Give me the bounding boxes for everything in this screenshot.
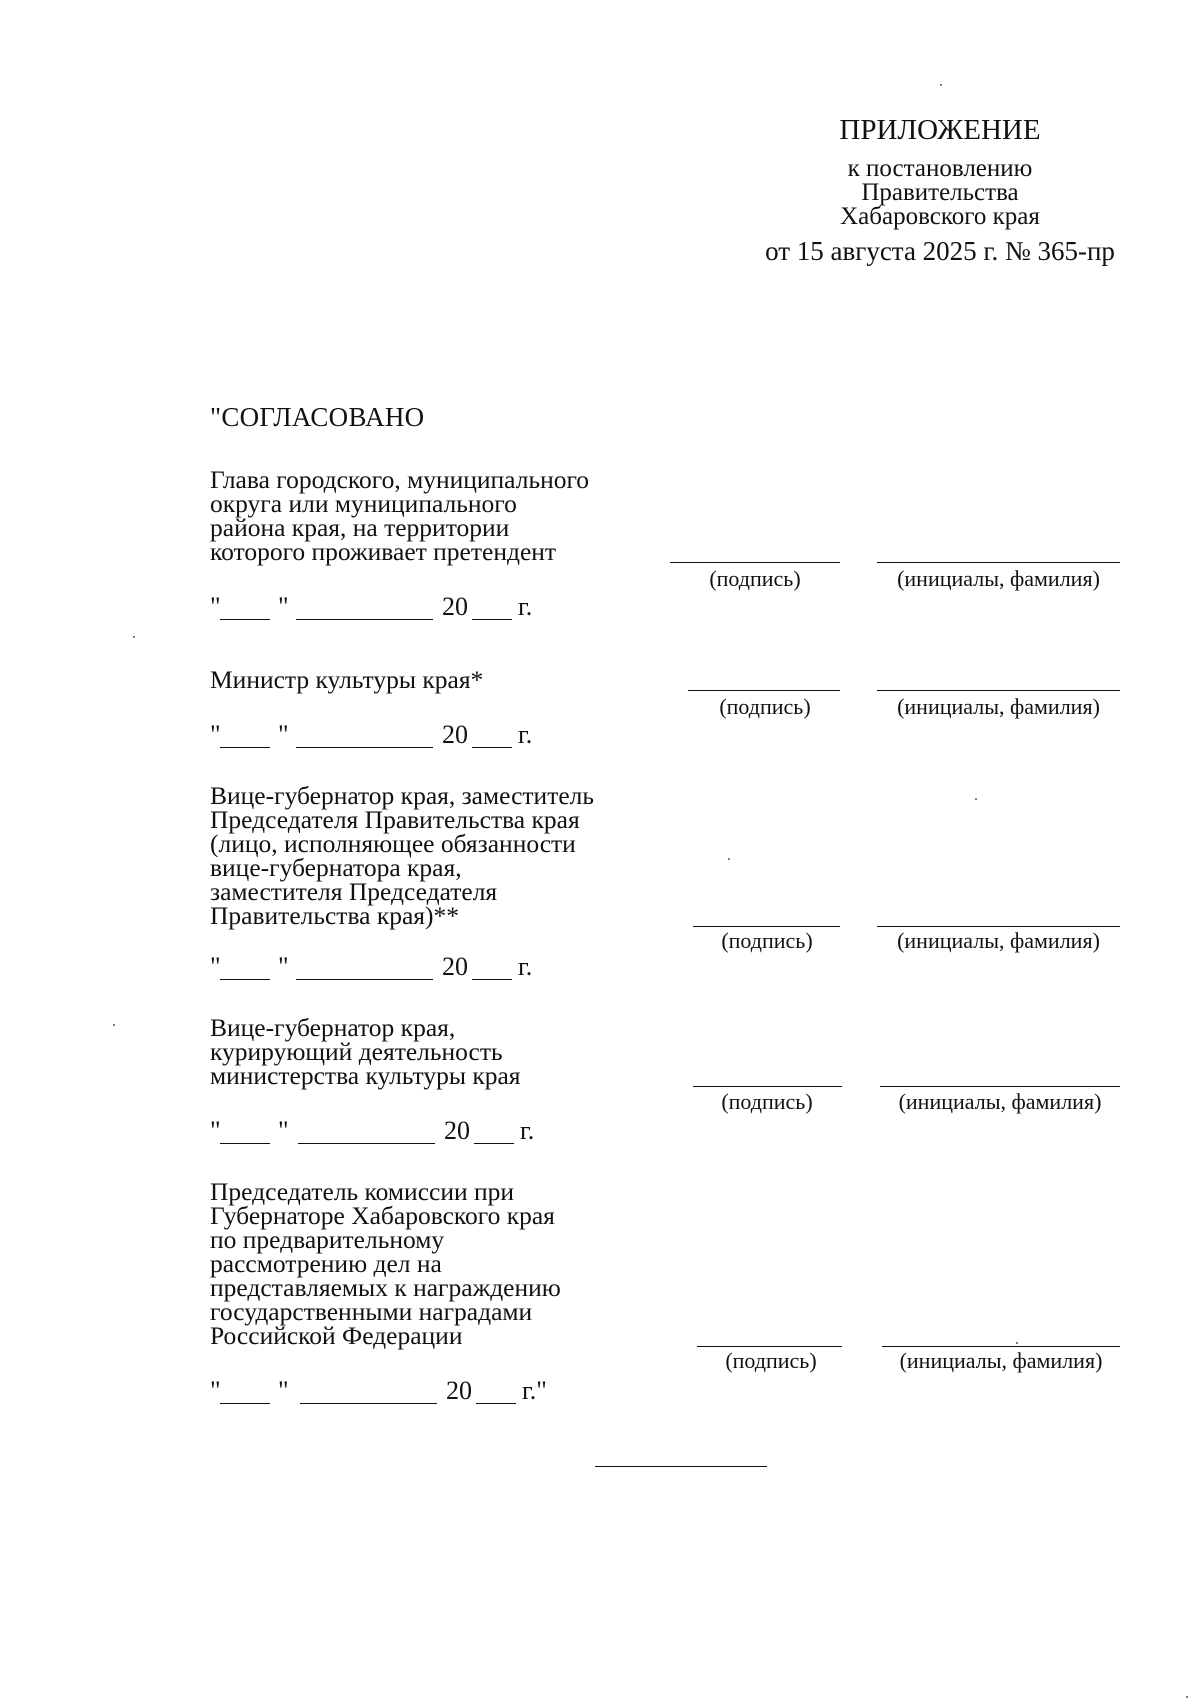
position-line: вице-губернатора края,: [210, 853, 462, 882]
name-caption: (инициалы, фамилия): [897, 566, 1100, 591]
position-line: Губернаторе Хабаровского края: [210, 1201, 555, 1230]
appendix-line-4: от 15 августа 2025 г. № 365-пр: [765, 236, 1115, 266]
position-line: курирующий деятельность: [210, 1037, 503, 1066]
signature-caption: (подпись): [719, 694, 811, 719]
approver-position-3: [210, 781, 680, 930]
scan-speck: [975, 798, 977, 800]
approver-position-5: [210, 1177, 680, 1350]
agreed-label: "СОГЛАСОВАНО: [210, 402, 425, 432]
name-caption: (инициалы, фамилия): [897, 928, 1100, 953]
appendix-line-3: Хабаровского края: [840, 203, 1040, 230]
name-line: [880, 1086, 1120, 1087]
scan-speck: [113, 1024, 115, 1026]
year-blank: [472, 747, 512, 748]
position-line: Глава городского, муниципального: [210, 465, 590, 494]
year-prefix: 20: [442, 952, 468, 981]
year-suffix: г.: [520, 1116, 535, 1145]
signature-line: [670, 562, 840, 563]
day-blank: [220, 747, 270, 748]
date-quote-close: ": [278, 720, 289, 749]
date-quote-close: ": [278, 1116, 289, 1145]
date-quote-open: ": [210, 1116, 221, 1145]
position-line: по предварительному: [210, 1225, 445, 1254]
name-caption: (инициалы, фамилия): [898, 1089, 1102, 1114]
name-line: [877, 926, 1120, 927]
name-line: [882, 1346, 1120, 1347]
signature-caption: (подпись): [721, 928, 813, 953]
year-suffix: г.: [518, 720, 533, 749]
position-line: Председателя Правительства края: [210, 805, 580, 834]
appendix-title: ПРИЛОЖЕНИЕ: [839, 114, 1041, 146]
month-blank: [300, 1403, 437, 1404]
appendix-line-1: к постановлению: [847, 155, 1033, 182]
month-blank: [296, 979, 433, 980]
year-blank: [472, 619, 512, 620]
date-quote-close: ": [278, 1376, 289, 1405]
scan-speck: [940, 84, 942, 86]
position-line: Вице-губернатор края,: [210, 1013, 456, 1042]
position-line: заместителя Председателя: [210, 877, 498, 906]
month-blank: [296, 619, 433, 620]
month-blank: [298, 1143, 435, 1144]
day-blank: [220, 619, 270, 620]
signature-caption: (подпись): [721, 1089, 813, 1114]
year-blank: [472, 979, 512, 980]
date-quote-open: ": [210, 720, 221, 749]
position-line: Российской Федерации: [210, 1321, 463, 1350]
position-line: (лицо, исполняющее обязанности: [210, 829, 576, 858]
day-blank: [220, 979, 270, 980]
scan-speck: [728, 858, 730, 860]
closing-separator-line: [595, 1466, 767, 1467]
date-quote-open: ": [210, 1376, 221, 1405]
day-blank: [220, 1403, 270, 1404]
position-line: округа или муниципального: [210, 489, 517, 518]
position-line: министерства культуры края: [210, 1061, 521, 1090]
signature-line: [697, 1346, 842, 1347]
year-blank: [476, 1403, 516, 1404]
signature-line: [693, 926, 840, 927]
date-quote-open: ": [210, 952, 221, 981]
year-suffix: г.: [518, 592, 533, 621]
name-caption: (инициалы, фамилия): [899, 1348, 1103, 1373]
month-blank: [296, 747, 433, 748]
position-line: которого проживает претендент: [210, 537, 557, 566]
day-blank: [220, 1143, 270, 1144]
year-prefix: 20: [442, 720, 468, 749]
scan-speck: [1186, 1696, 1188, 1698]
scan-speck: [1016, 1342, 1018, 1344]
year-prefix: 20: [442, 592, 468, 621]
name-caption: (инициалы, фамилия): [897, 694, 1100, 719]
appendix-line-2: Правительства: [861, 179, 1019, 206]
signature-caption: (подпись): [725, 1348, 817, 1373]
position-line: Председатель комиссии при: [210, 1177, 515, 1206]
position-line: государственными наградами: [210, 1297, 533, 1326]
date-quote-close: ": [278, 592, 289, 621]
signature-caption: (подпись): [709, 566, 801, 591]
approver-position-4: [210, 1013, 680, 1090]
signature-line: [693, 1086, 842, 1087]
date-quote-close: ": [278, 952, 289, 981]
position-line: Правительства края)**: [210, 901, 460, 930]
date-quote-open: ": [210, 592, 221, 621]
approver-position-1: [210, 465, 680, 566]
name-line: [877, 562, 1120, 563]
position-line: рассмотрению дел на: [210, 1249, 442, 1278]
position-line: Вице-губернатор края, заместитель: [210, 781, 595, 810]
year-blank: [474, 1143, 514, 1144]
signature-line: [688, 690, 840, 691]
year-prefix: 20: [446, 1376, 472, 1405]
name-line: [877, 690, 1120, 691]
year-prefix: 20: [444, 1116, 470, 1145]
year-suffix: г.: [518, 952, 533, 981]
position-line: района края, на территории: [210, 513, 510, 542]
year-suffix: г.": [522, 1376, 547, 1405]
position-line: Министр культуры края*: [210, 665, 484, 694]
scan-speck: [133, 636, 135, 638]
position-line: представляемых к награждению: [210, 1273, 561, 1302]
approver-position-2: [210, 665, 680, 694]
